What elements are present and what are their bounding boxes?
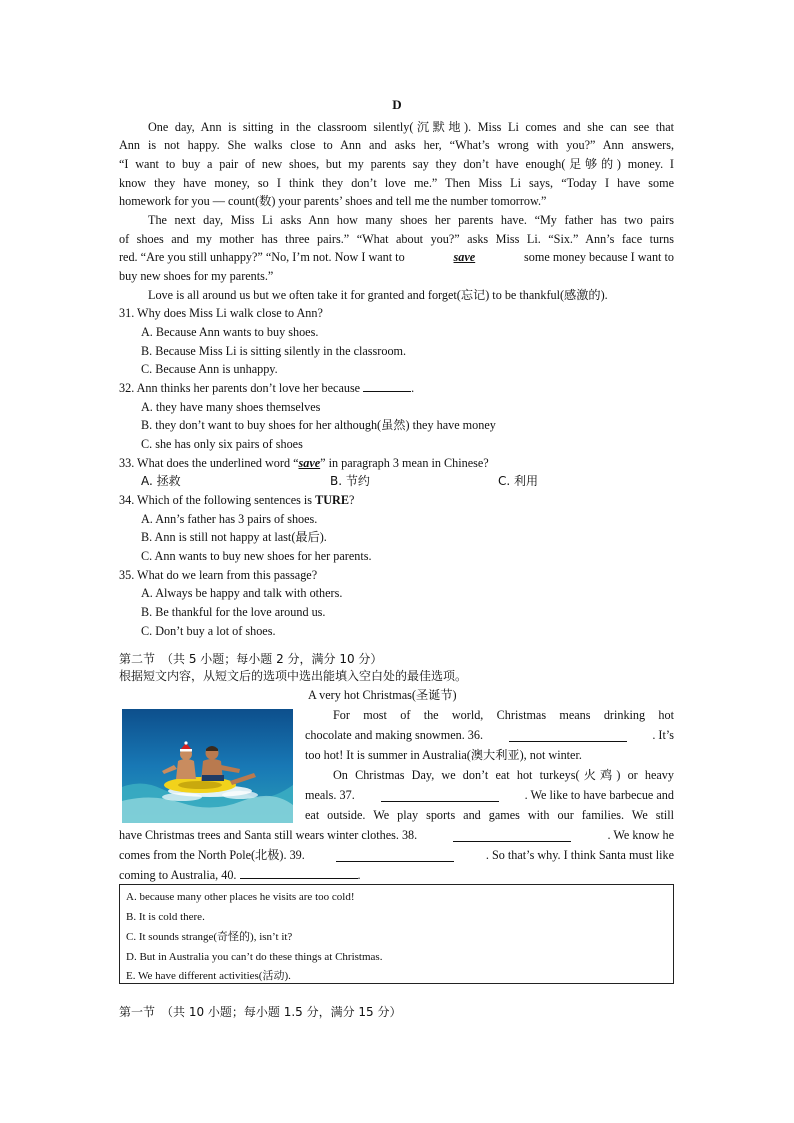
cloze-line-2 — [305, 726, 674, 744]
cloze-line-6: eat outside. We play sports and games with our families. We still — [305, 808, 674, 822]
options-box — [119, 884, 674, 984]
box-option-d: D. But in Australia you can’t do these things at Christmas. — [126, 951, 383, 963]
question-34-stem-start: 34. Which of the following sentences is — [119, 493, 313, 507]
passage-p1-line-1: One day, Ann is sitting in the classroom silently(沉默地). Miss Li comes and she can see that — [148, 120, 674, 134]
cloze-line-8-end: . So that’s why. I think Santa must like — [485, 848, 674, 862]
q33-option-b — [330, 472, 370, 490]
cloze-line-5-end: . We like to have barbecue and — [524, 788, 674, 802]
passage-p1-line-3: “I want to buy a pair of new shoes, but my parents say they don’t have enough(足够的) money. I — [119, 157, 674, 171]
cloze-line-5 — [305, 786, 674, 804]
question-32-stem: 32. Ann thinks her parents don’t love her because — [119, 381, 361, 395]
passage-p2-line-3-end: some money because I want to — [524, 250, 674, 264]
passage-p2-line-2: of shoes and my mother has three pairs.” “What about you?” asks Miss Li. “Six.” Ann’s face turns — [119, 232, 674, 246]
cloze-line-2-text: chocolate and making snowmen. 36. — [305, 728, 484, 742]
blank-40 — [240, 866, 358, 879]
passage-p1-line-4: know they have money, so I think they don’t love me.” Then Miss Li says, “Today I have some — [119, 176, 674, 190]
q33-option-a — [141, 472, 181, 490]
cloze-line-9-start: coming to Australia, 40. — [119, 868, 237, 882]
box-option-c: C. It sounds strange(奇怪的), isn’t it? — [126, 931, 293, 943]
q31-option-b: B. Because Miss Li is sitting silently in the classroom. — [141, 344, 407, 358]
question-33-stem-start: 33. What does the underlined word “ — [119, 456, 299, 470]
q33-option-a-text: A. 拯救 — [141, 474, 181, 488]
passage-p2-line-3 — [119, 248, 674, 266]
q31-option-a: A. Because Ann wants to buy shoes. — [141, 325, 319, 339]
box-option-a: A. because many other places he visits are too cold! — [126, 891, 355, 903]
section-2-instruction: 根据短文内容，从短文后的选项中选出能填入空白处的最佳选项。 — [119, 669, 468, 683]
cloze-line-1: For most of the world, Christmas means drinking hot — [333, 708, 674, 722]
section-1-header: 第一节 （共 10 小题；每小题 1.5 分，满分 15 分） — [119, 1005, 402, 1019]
q34-option-b: B. Ann is still not happy at last(最后). — [141, 530, 327, 544]
underlined-word-save: save — [453, 250, 476, 264]
beach-photo — [122, 709, 293, 823]
cloze-line-9 — [119, 866, 361, 884]
q33-option-c — [498, 472, 538, 490]
cloze-line-7-end: . We know he — [607, 828, 674, 842]
passage-p1-line-5: homework for you — count(数) your parents’ shoes and tell me the number tomorrow.” — [119, 194, 547, 208]
passage-p3: Love is all around us but we often take it for granted and forget(忘记) to be thankful(感激的). — [148, 288, 608, 302]
q32-option-a: A. they have many shoes themselves — [141, 400, 321, 414]
cloze-line-3: too hot! It is summer in Australia(澳大利亚), not winter. — [305, 748, 582, 762]
question-35: 35. What do we learn from this passage? — [119, 568, 318, 582]
blank-38 — [453, 829, 571, 842]
question-32 — [119, 379, 414, 397]
cloze-line-9-end: . — [357, 868, 361, 882]
q33-option-b-text: B. 节约 — [330, 474, 370, 488]
cloze-line-2-end: . It’s — [652, 728, 674, 742]
passage-p2-line-1: The next day, Miss Li asks Ann how many shoes her parents have. “My father has two pairs — [148, 213, 674, 227]
cloze-line-8 — [119, 846, 674, 864]
q34-option-c: C. Ann wants to buy new shoes for her parents. — [141, 549, 372, 563]
q32-option-b: B. they don’t want to buy shoes for her although(虽然) they have money — [141, 418, 496, 432]
box-option-e: E. We have different activities(活动). — [126, 970, 291, 982]
q32-option-c: C. she has only six pairs of shoes — [141, 437, 303, 451]
cloze-line-7-start: have Christmas trees and Santa still wears winter clothes. 38. — [119, 828, 418, 842]
q35-option-c: C. Don’t buy a lot of shoes. — [141, 624, 276, 638]
answer-blank — [363, 379, 411, 392]
cloze-line-5-start: meals. 37. — [305, 788, 355, 802]
q33-option-c-text: C. 利用 — [498, 474, 539, 488]
blank-39 — [336, 849, 454, 862]
question-34-stem-end: ? — [348, 493, 355, 507]
question-31: 31. Why does Miss Li walk close to Ann? — [119, 306, 323, 320]
passage-p1-line-2: Ann is not happy. She walks close to Ann and asks her, “What’s wrong with you?” Ann answers, — [119, 138, 674, 152]
q31-option-c: C. Because Ann is unhappy. — [141, 362, 278, 376]
q34-option-a: A. Ann’s father has 3 pairs of shoes. — [141, 512, 318, 526]
cloze-line-4: On Christmas Day, we don’t eat hot turkeys(火鸡) or heavy — [333, 768, 674, 782]
passage-p2-line-4: buy new shoes for my parents.” — [119, 269, 274, 283]
passage-heading: D — [392, 97, 402, 112]
cloze-line-8-start: comes from the North Pole(北极). 39. — [119, 848, 305, 862]
question-33-keyword: save — [298, 456, 321, 470]
blank-37 — [381, 789, 499, 802]
q35-option-b: B. Be thankful for the love around us. — [141, 605, 326, 619]
cloze-line-7 — [119, 826, 674, 844]
q35-option-a: A. Always be happy and talk with others. — [141, 586, 343, 600]
section-2-header: 第二节 （共 5 小题；每小题 2 分，满分 10 分） — [119, 652, 383, 666]
question-34-keyword: TURE — [315, 493, 349, 507]
cloze-title: A very hot Christmas(圣诞节) — [308, 688, 457, 702]
box-option-b: B. It is cold there. — [126, 911, 205, 923]
question-33 — [119, 454, 489, 472]
blank-36 — [509, 729, 627, 742]
passage-p2-line-3-start: red. “Are you still unhappy?” “No, I’m not. Now I want to — [119, 250, 405, 264]
question-32-period: . — [411, 381, 415, 395]
question-34 — [119, 491, 354, 509]
question-33-stem-end: ” in paragraph 3 mean in Chinese? — [320, 456, 489, 470]
beach-photo-image — [122, 709, 293, 823]
